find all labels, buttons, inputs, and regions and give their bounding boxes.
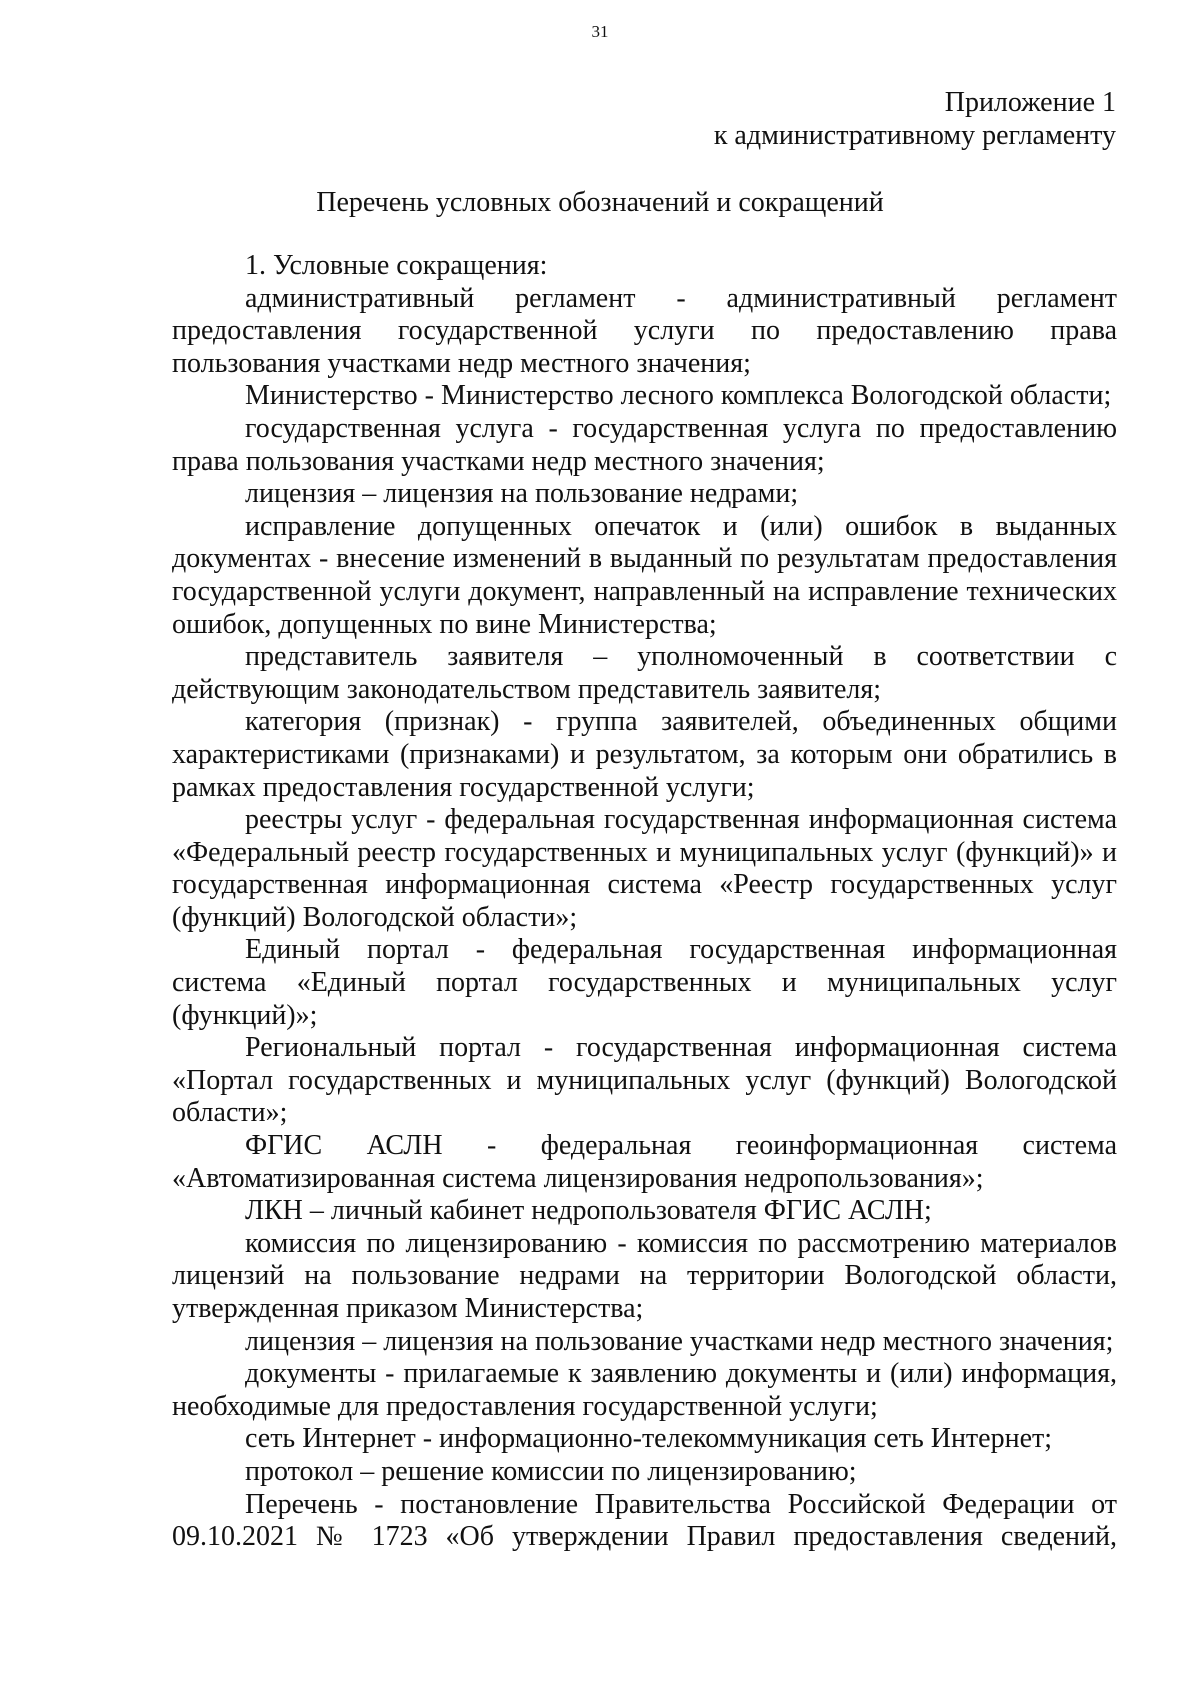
paragraph-documents: документы - прилагаемые к заявлению документы и (или) информация, необходимые для предоставления государственной услуги; — [172, 1358, 1117, 1422]
appendix-line-1: Приложение 1 — [944, 87, 1116, 118]
paragraph-category: категория (признак) - группа заявителей, объединенных общими характеристиками (признаками) и результатом, за которым они обратились в рамках предоставления государственной услуги; — [172, 706, 1117, 803]
document-title: Перечень условных обозначений и сокращений — [316, 187, 884, 218]
paragraph-state-service: государственная услуга - государственная услуга по предоставлению права пользования участками недр местного значения; — [172, 412, 1117, 477]
section-heading: 1. Условные сокращения: — [245, 250, 548, 281]
paragraph-lkn: ЛКН – личный кабинет недропользователя ФГИС АСЛН; — [245, 1195, 932, 1227]
paragraph-internet: сеть Интернет - информационно-телекоммуникация сеть Интернет; — [245, 1423, 1053, 1455]
paragraph-typo-correction: исправление допущенных опечаток и (или) ошибок в выданных документах - внесение изменений в выданный по результатам предоставления государственной услуги документ, направленный на исправление технических ошибок, допущенных по вине Министерства; — [172, 510, 1117, 640]
paragraph-list-decree: Перечень - постановление Правительства Российской Федерации от 09.10.2021 № 1723 «Об утверждении Правил предоставления сведений, — [172, 1488, 1117, 1553]
paragraph-applicant-representative: представитель заявителя – уполномоченный в соответствии с действующим законодательством представитель заявителя; — [172, 641, 1117, 705]
appendix-line-2: к административному регламенту — [713, 120, 1116, 151]
paragraph-license: лицензия – лицензия на пользование недрами; — [245, 478, 799, 510]
paragraph-licensing-commission: комиссия по лицензированию - комиссия по рассмотрению материалов лицензий на пользование недрами на территории Вологодской области, утвержденная приказом Министерства; — [172, 1227, 1117, 1324]
paragraph-admin-regulation: административный регламент - административный регламент предоставления государственной услуги по предоставлению права пользования участками недр местного значения; — [172, 282, 1117, 379]
page-number: 31 — [591, 22, 609, 41]
paragraph-protocol: протокол – решение комиссии по лицензированию; — [245, 1455, 857, 1487]
paragraph-unified-portal: Единый портал - федеральная государственная информационная система «Единый портал государственных и муниципальных услуг (функций)»; — [172, 934, 1117, 1031]
paragraph-fgis-asln: ФГИС АСЛН - федеральная геоинформационная система «Автоматизированная система лицензирования недропользования»; — [172, 1130, 1117, 1194]
appendix-header — [714, 86, 1116, 152]
paragraph-service-registries: реестры услуг - федеральная государственная информационная система «Федеральный реестр государственных и муниципальных услуг (функций)» и государственная информационная система «Реестр государственных услуг (функций) Вологодской области»; — [172, 804, 1117, 933]
document-body — [172, 250, 1117, 1554]
paragraph-local-license: лицензия – лицензия на пользование участками недр местного значения; — [245, 1325, 1114, 1357]
paragraph-ministry: Министерство - Министерство лесного комплекса Вологодской области; — [245, 380, 1112, 412]
paragraph-regional-portal: Региональный портал - государственная информационная система «Портал государственных и муниципальных услуг (функций) Вологодской области»; — [172, 1032, 1117, 1129]
